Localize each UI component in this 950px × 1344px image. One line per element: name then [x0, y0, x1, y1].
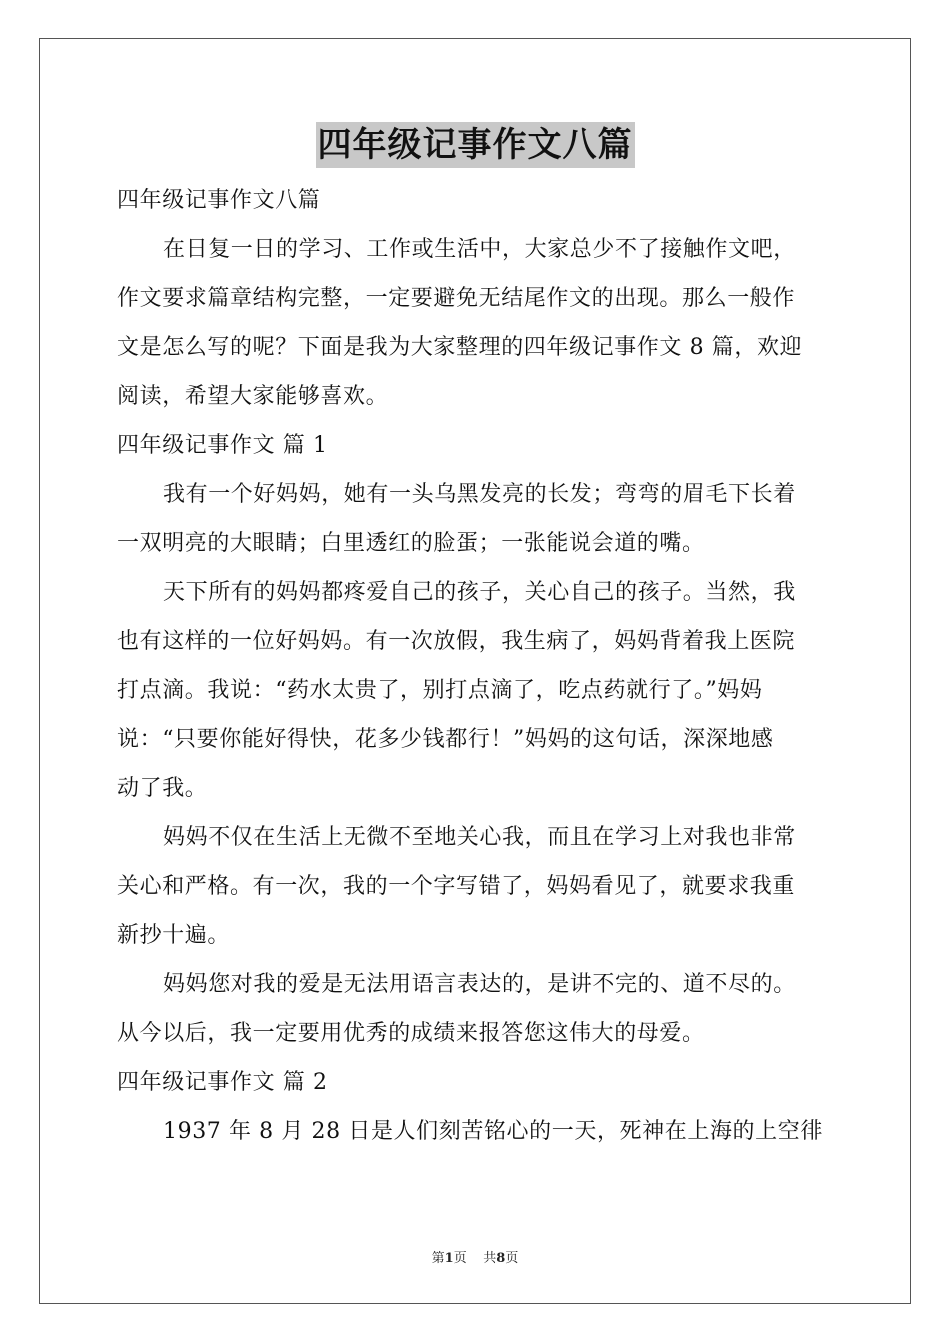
text-line: 动了我。 — [117, 776, 208, 801]
text-line: 说：“只要你能好得快，花多少钱都行！”妈妈的这句话，深深地感 — [117, 727, 774, 752]
total-pages-prefix: 共 — [483, 1251, 497, 1266]
text-line: 打点滴。我说：“药水太贵了，别打点滴了，吃点药就行了。”妈妈 — [117, 678, 763, 703]
document-body — [117, 176, 837, 1156]
total-pages-count: 8 — [496, 1251, 506, 1266]
text-line: 妈妈您对我的爱是无法用语言表达的，是讲不完的、道不尽的。 — [163, 972, 796, 997]
title-container — [0, 122, 950, 168]
text-line: 文是怎么写的呢？下面是我为大家整理的四年级记事作文 8 篇，欢迎 — [117, 335, 803, 360]
text-line: 关心和严格。有一次，我的一个字写错了，妈妈看见了，就要求我重 — [117, 874, 796, 899]
text-line: 从今以后，我一定要用优秀的成绩来报答您这伟大的母爱。 — [117, 1021, 705, 1046]
text-line: 也有这样的一位好妈妈。有一次放假，我生病了，妈妈背着我上医院 — [117, 629, 796, 654]
text-line: 新抄十遍。 — [117, 923, 231, 948]
text-line: 四年级记事作文八篇 — [117, 188, 321, 213]
page-number-prefix: 第 — [431, 1251, 445, 1266]
text-line: 1937 年 8 月 28 日是人们刻苦铭心的一天，死神在上海的上空徘 — [163, 1119, 823, 1144]
text-line: 作文要求篇章结构完整，一定要避免无结尾作文的出现。那么一般作 — [117, 286, 796, 311]
text-line: 一双明亮的大眼睛；白里透红的脸蛋；一张能说会道的嘴。 — [117, 531, 705, 556]
page-number-current: 1 — [444, 1251, 454, 1266]
page-number-suffix: 页 — [453, 1251, 467, 1266]
document-title: 四年级记事作文八篇 — [316, 122, 635, 168]
text-line: 四年级记事作文 篇 1 — [117, 433, 328, 458]
text-line: 天下所有的妈妈都疼爱自己的孩子，关心自己的孩子。当然，我 — [163, 580, 796, 605]
total-pages-suffix: 页 — [505, 1251, 519, 1266]
text-line: 在日复一日的学习、工作或生活中，大家总少不了接触作文吧， — [163, 237, 796, 262]
text-line: 妈妈不仅在生活上无微不至地关心我，而且在学习上对我也非常 — [163, 825, 796, 850]
text-line: 阅读，希望大家能够喜欢。 — [117, 384, 389, 409]
text-line: 四年级记事作文 篇 2 — [117, 1070, 328, 1095]
text-line: 我有一个好妈妈，她有一头乌黑发亮的长发；弯弯的眉毛下长着 — [163, 482, 796, 507]
page-footer — [0, 1247, 950, 1266]
